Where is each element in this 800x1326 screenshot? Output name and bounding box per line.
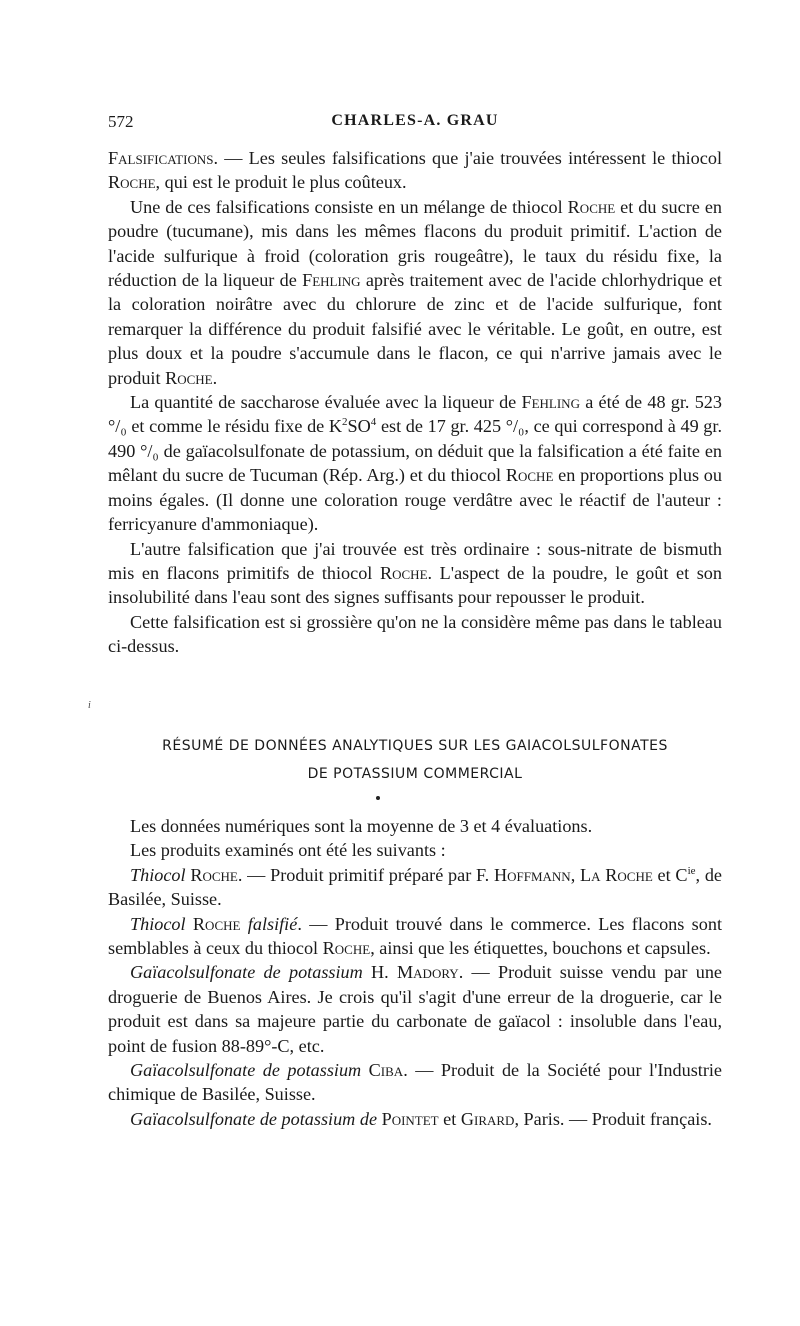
person-name: La Roche <box>580 864 653 885</box>
person-name: Girard <box>460 1108 515 1129</box>
falsifications-section <box>108 146 722 659</box>
text-run: . — Produit suisse vendu par une droguerie de Buenos Aires. Je crois qu'il s'agit d'une erreur de la droguerie, car le produit est dans sa majeure partie du carbonate de gaïacol : insoluble dans l'eau, point de fusion 88-89°-C, etc. <box>108 962 722 1056</box>
text-run: a été de 48 gr. 523 °/₀ et comme le résidu fixe de K <box>108 392 722 437</box>
margin-mark: i <box>88 700 91 711</box>
running-head: CHARLES-A. GRAU <box>331 112 499 129</box>
paragraph-first-falsification <box>108 195 722 390</box>
product-name: Thiocol <box>130 864 186 885</box>
superscript: ie <box>687 864 696 877</box>
product-name: Gaïacolsulfonate de potassium de <box>130 1108 378 1129</box>
brand-name: Roche <box>567 196 616 217</box>
page-number: 572 <box>108 112 134 131</box>
text-run: H. <box>362 962 397 983</box>
paragraph-saccharose <box>108 390 722 536</box>
text-run: , qui est le produit le plus coûteux. <box>155 172 407 193</box>
text-run: SO <box>347 416 371 437</box>
summary-section <box>108 814 722 1131</box>
paragraph-second-falsification <box>108 537 722 610</box>
ornament-dot <box>376 796 380 800</box>
brand-name: Roche <box>322 938 371 959</box>
text-run: , <box>570 864 581 885</box>
text-run: en proportions plus ou moins égales. (Il donne une coloration rouge verdâtre avec le réactif de l'auteur : ferricyanure d'ammoniaque). <box>108 465 722 535</box>
brand-name: Roche <box>190 864 238 885</box>
person-name: Pointet <box>381 1108 439 1129</box>
section-title-line1: RÉSUMÉ DE DONNÉES ANALYTIQUES SUR LES GAIACOLSULFONATES <box>162 738 668 754</box>
text-run: L'autre falsification que j'ai trouvée est très ordinaire : sous-nitrate de bismuth mis en flacons primitifs de thiocol <box>108 538 722 583</box>
paragraph-averages: Les données numériques sont la moyenne de 3 et 4 évaluations. <box>130 816 593 836</box>
entry-thiocol-falsified <box>108 912 722 961</box>
product-qualifier: falsifié <box>247 913 298 934</box>
person-name: Fehling <box>302 270 361 291</box>
entry-madory <box>108 960 722 1058</box>
text-run: et du sucre en poudre (tucumane), mis dans les mêmes flacons du produit primitif. L'action de l'acide sulfurique à froid (coloration gris rougeâtre), le taux du résidu fixe, la réduction de la liqueur de <box>108 196 722 291</box>
section-title-line2: DE POTASSIUM COMMERCIAL <box>307 766 523 782</box>
text-run: . — Produit trouvé dans le commerce. Les flacons sont semblables à ceux du thiocol <box>108 913 722 959</box>
text-run: , de Basilée, Suisse. <box>108 864 723 910</box>
product-name: Gaïacolsulfonate de potassium <box>130 962 363 983</box>
text-run: . L'aspect de la poudre, le goût et son insolubilité dans l'eau sont des signes suffisants pour repousser le produit. <box>108 562 722 608</box>
superscript: 2 <box>342 416 348 429</box>
product-name: Thiocol <box>130 913 186 934</box>
entry-thiocol-roche <box>108 863 722 912</box>
text-run: Une de ces falsifications consiste en un mélange de thiocol <box>130 196 568 217</box>
text-run: et C <box>652 864 688 885</box>
text-run: — Les seules falsifications que j'aie trouvées intéressent le thiocol <box>218 148 722 168</box>
entry-pointet-girard <box>108 1107 722 1131</box>
text-run: , Paris. — Produit français. <box>514 1108 712 1129</box>
text-run: La quantité de saccharose évaluée avec la liqueur de <box>130 392 522 413</box>
brand-name: Roche <box>165 367 213 388</box>
brand-name: Roche <box>192 913 241 934</box>
text-run: , ainsi que les étiquettes, bouchons et capsules. <box>370 938 711 959</box>
brand-name: Roche <box>505 465 554 486</box>
text-run: . <box>212 367 218 388</box>
text-run: . — Produit primitif préparé par F. <box>237 864 494 885</box>
page-header <box>108 112 722 134</box>
person-name: Hoffmann <box>493 864 571 885</box>
person-name: Madory <box>397 962 459 983</box>
paragraph-products-intro: Les produits examinés ont été les suivants : <box>130 840 446 861</box>
section-label: Falsifications. <box>108 148 219 168</box>
text-run: et <box>438 1108 461 1129</box>
text-run: est de 17 gr. 425 °/₀, ce qui correspond à 49 gr. 490 °/₀ de gaïacolsulfonate de potassium, on déduit que la falsification a été faite en mêlant du sucre de Tucuman (Rép. Arg.) et du thiocol <box>108 416 723 486</box>
text-run: . — Produit de la Société pour l'Industrie chimique de Basilée, Suisse. <box>108 1060 723 1105</box>
person-name: Fehling <box>521 392 580 413</box>
product-name: Gaïacolsulfonate de potassium <box>130 1060 362 1081</box>
paragraph-conclusion: Cette falsification est si grossière qu'on ne la considère même pas dans le tableau ci-dessus. <box>108 611 722 657</box>
brand-name: Ciba <box>368 1060 404 1081</box>
brand-name: Roche <box>108 172 156 193</box>
superscript: 4 <box>370 416 377 429</box>
paragraph-falsifications-intro <box>108 146 722 195</box>
text-run: après traitement avec de l'acide chlorhydrique et la coloration noirâtre avec du chlorure de zinc et de l'acide sulfurique, font remarquer la différence du produit falsifié avec le véritable. Le goût, en outre, est plus doux et la poudre s'accumule dans le flacon, ce qui n'arrive jamais avec le produit <box>108 270 722 388</box>
brand-name: Roche <box>379 562 428 583</box>
entry-ciba <box>108 1058 722 1107</box>
